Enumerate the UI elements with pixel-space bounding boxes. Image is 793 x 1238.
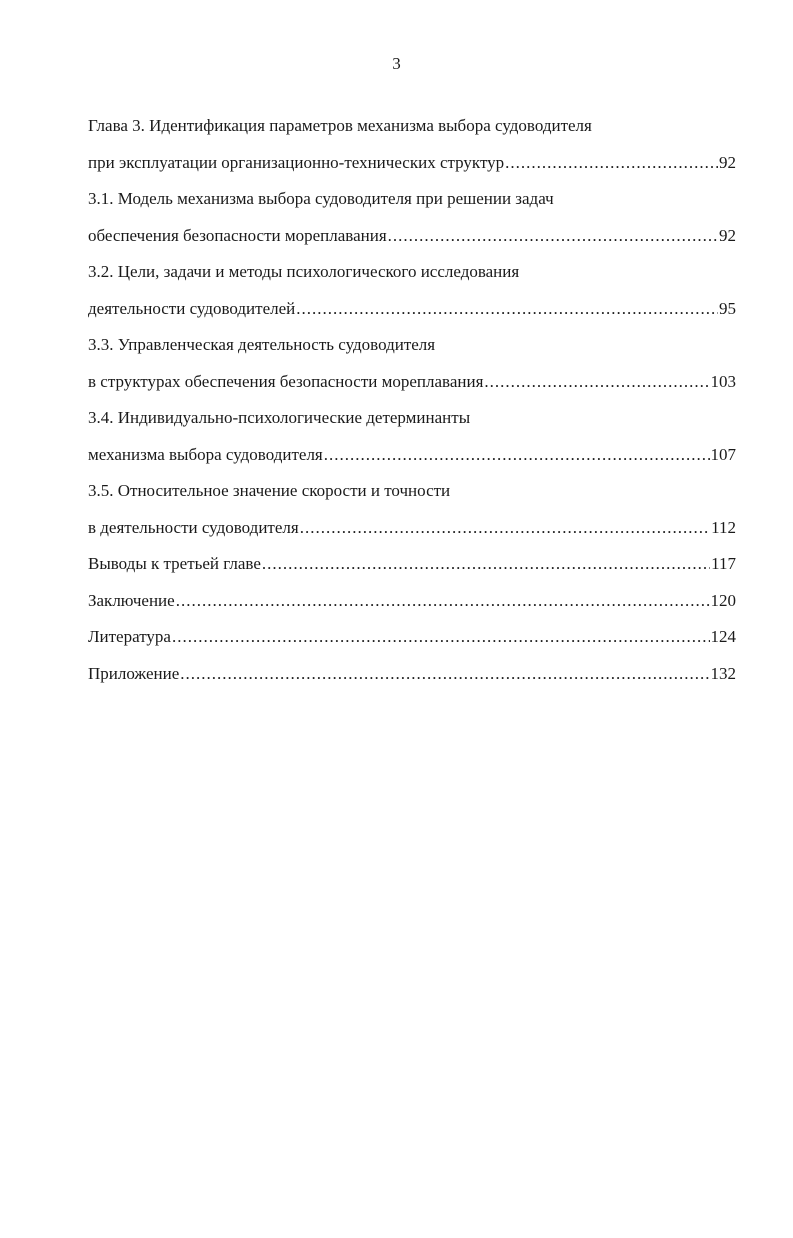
toc-entry-text: Выводы к третьей главе — [88, 554, 261, 573]
toc-entry-3-2-title: 3.2. Цели, задачи и методы психологического исследования — [88, 262, 520, 281]
toc-entry-text: механизма выбора судоводителя — [88, 444, 323, 464]
toc-entry-3-3[interactable] — [88, 364, 736, 401]
table-of-contents — [88, 108, 736, 692]
dot-leader — [262, 546, 710, 583]
toc-page-number: 107 — [710, 444, 736, 464]
toc-entry-text: Приложение — [88, 663, 180, 683]
toc-entry-text: в структурах обеспечения безопасности мореплавания — [88, 371, 484, 391]
toc-entry-3-4[interactable] — [88, 437, 736, 474]
toc-entry-chapter-3[interactable] — [88, 145, 736, 182]
toc-entry-3-1-title: 3.1. Модель механизма выбора судоводителя при решении задач — [88, 189, 554, 208]
toc-entry-text: деятельности судоводителей — [88, 298, 296, 318]
dot-leader — [484, 364, 709, 401]
toc-entry-literature[interactable] — [88, 619, 736, 656]
dot-leader — [505, 145, 718, 182]
toc-entry-3-4-title: 3.4. Индивидуально-психологические детерминанты — [88, 408, 471, 427]
dot-leader — [388, 218, 718, 255]
toc-page-number: 117 — [711, 554, 736, 573]
toc-entry-appendix[interactable] — [88, 656, 736, 693]
toc-entry-3-1[interactable] — [88, 218, 736, 255]
toc-page-number: 92 — [719, 152, 736, 172]
toc-entry-summary[interactable] — [88, 583, 736, 620]
toc-entry-text: обеспечения безопасности мореплавания — [88, 225, 387, 245]
toc-page-number: 95 — [719, 298, 736, 318]
dot-leader — [324, 437, 710, 474]
dot-leader — [176, 583, 710, 620]
dot-leader — [300, 510, 710, 547]
toc-entry-text: Литература — [88, 627, 171, 646]
toc-page-number: 103 — [710, 371, 736, 391]
page-number: 3 — [392, 54, 401, 73]
toc-page-number: 92 — [719, 225, 736, 245]
toc-page-number: 112 — [711, 517, 736, 537]
toc-page-number: 132 — [710, 663, 736, 683]
toc-entry-chapter-3-title: Глава 3. Идентификация параметров механизма выбора судоводителя — [88, 116, 592, 135]
toc-page-number: 120 — [710, 590, 736, 610]
toc-entry-3-3-title: 3.3. Управленческая деятельность судоводителя — [88, 335, 436, 354]
dot-leader — [296, 291, 718, 328]
toc-entry-conclusions[interactable] — [88, 546, 736, 583]
toc-entry-3-2[interactable] — [88, 291, 736, 328]
toc-entry-3-5-title: 3.5. Относительное значение скорости и точности — [88, 481, 451, 500]
toc-entry-3-5[interactable] — [88, 510, 736, 547]
toc-entry-text: в деятельности судоводителя — [88, 517, 299, 537]
toc-entry-text: Заключение — [88, 590, 175, 610]
toc-entry-text: при эксплуатации организационно-технических структур — [88, 152, 505, 172]
dot-leader — [172, 619, 710, 656]
dot-leader — [180, 656, 709, 693]
toc-page-number: 124 — [710, 627, 736, 646]
